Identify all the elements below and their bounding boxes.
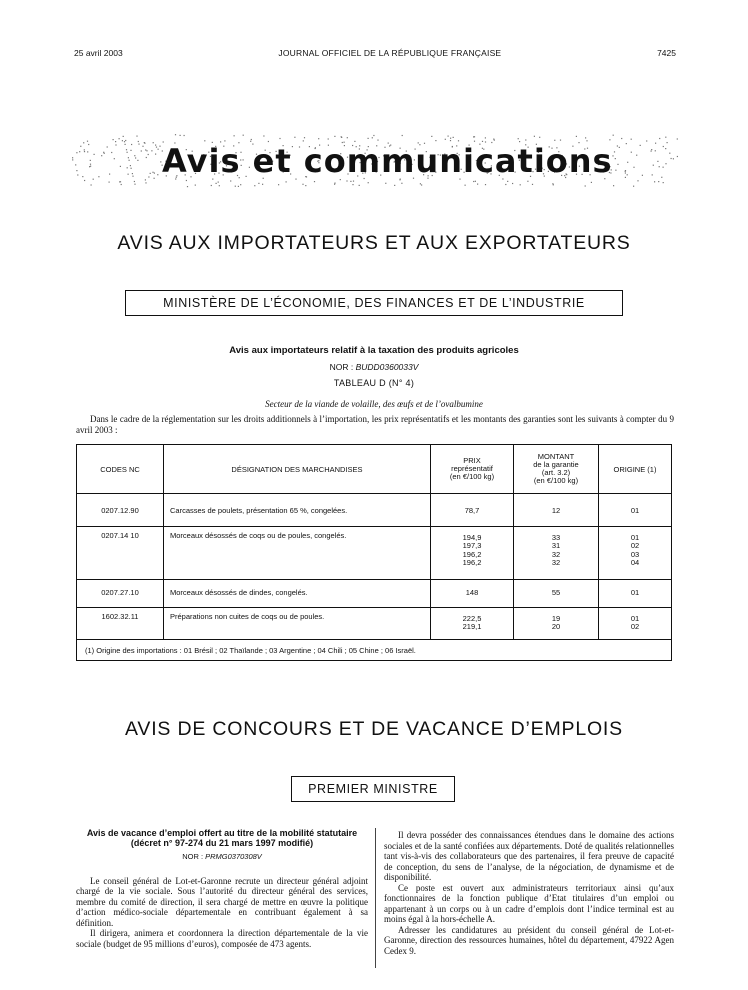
cell-montant: [514, 494, 598, 515]
nor-line: [0, 362, 748, 372]
prix-value: 196,2: [462, 549, 482, 559]
table-note-row: [77, 640, 672, 661]
vacance-nor-label: NOR :: [182, 852, 206, 861]
intro-paragraph: Dans le cadre de la réglementation sur les droits additionnels à l’importation, les prix représentatifs et les montants des garanties sont les suivants à compter du 9 avril 2003 :: [76, 414, 674, 435]
prix-value: 222,5: [462, 614, 482, 623]
cell-prix: [431, 580, 513, 597]
col-header-mont-l4: (en €/100 kg): [533, 476, 579, 485]
avis-banner: [72, 132, 682, 188]
left-column: [76, 828, 368, 949]
col-header-mont-l2: de la garantie: [533, 460, 579, 469]
cell-origine: [599, 608, 671, 632]
cell-code: 0207.27.10: [101, 588, 139, 597]
origine-value: 02: [630, 622, 640, 632]
cell-code: 0207.14 10: [101, 531, 139, 540]
cell-montant: [514, 580, 598, 597]
origine-value: 04: [630, 558, 640, 568]
montant-value: 32: [551, 558, 561, 568]
origine-value: 01: [630, 506, 640, 515]
header-page-number: 7425: [657, 48, 676, 58]
col-header-prix: [431, 445, 514, 494]
vacance-nor-code: PRMG0370308V: [205, 852, 262, 861]
prix-value: 197,3: [462, 541, 482, 551]
cell-code: 1602.32.11: [101, 612, 139, 621]
prix-value: 196,2: [462, 558, 482, 568]
banner-title: Avis et communications: [162, 142, 613, 180]
header-journal-title: JOURNAL OFFICIEL DE LA RÉPUBLIQUE FRANÇAISE: [278, 48, 502, 58]
montant-value: 31: [551, 541, 561, 551]
section-title-importateurs: AVIS AUX IMPORTATEURS ET AUX EXPORTATEURS: [117, 232, 631, 254]
table-footnote: (1) Origine des importations : 01 Brésil ; 02 Thaïlande ; 03 Argentine ; 04 Chili ; 05 Chine ; 06 Israël.: [77, 640, 672, 661]
montant-value: 33: [551, 533, 561, 542]
secteur-line: Secteur de la viande de volaille, des œufs et de l’ovalbumine: [265, 399, 483, 409]
montant-value: 32: [551, 549, 561, 559]
tableau-label: TABLEAU D (N° 4): [333, 378, 415, 388]
right-paragraph: Il devra posséder des connaissances étendues dans le domaine des actions sociales et de la santé confiées aux départements. Doté de qualités relationnelles tant vis-à-vis des collaborateurs que des partenaires, il fera preuve de capacité de conception, du sens de l’analyse, de la négociation, de dynamisme et de disponibilité.: [384, 830, 674, 882]
table-row: [77, 527, 672, 580]
vacance-nor-line: [76, 852, 368, 863]
cell-montant: [514, 527, 598, 568]
cell-designation: Carcasses de poulets, présentation 65 %, congelées.: [170, 506, 348, 515]
col-header-prix-l3: (en €/100 kg): [449, 472, 495, 481]
cell-designation: Préparations non cuites de coqs ou de poules.: [170, 612, 325, 621]
montant-value: 55: [551, 588, 561, 597]
left-paragraph: Il dirigera, animera et coordonnera la direction départementale de la vie sociale (budget de 95 millions d’euros), composée de 473 agents.: [76, 928, 368, 949]
cell-designation: Morceaux désossés de dindes, congelés.: [170, 588, 308, 597]
cell-origine: [599, 494, 671, 515]
col-header-codes: CODES NC: [77, 445, 164, 494]
page-header: [74, 48, 676, 58]
prix-value: 78,7: [464, 506, 480, 515]
col-header-prix-l1: PRIX: [463, 456, 481, 465]
cell-code: 0207.12.90: [101, 506, 139, 515]
col-header-mont-l1: MONTANT: [537, 452, 575, 461]
prix-value: 194,9: [462, 533, 482, 542]
origine-value: 01: [630, 614, 640, 623]
montant-value: 20: [551, 622, 561, 632]
left-paragraph: Le conseil général de Lot-et-Garonne recrute un directeur général adjoint chargé de la vie sociale. Sous l’autorité du directeur général des services, membre du comité de direction, il sera chargé de mettre en œuvre la politique d’action médico-sociale départementale en contribuant également à sa définition.: [76, 875, 368, 928]
right-column: [384, 830, 674, 956]
cell-origine: [599, 527, 671, 568]
cell-designation: Morceaux désossés de coqs ou de poules, congelés.: [170, 531, 347, 540]
vacance-avis-title: Avis de vacance d’emploi offert au titre de la mobilité statutaire (décret n° 97-274 du 21 mars 1997 modifié): [86, 828, 358, 848]
table-row: [77, 494, 672, 527]
nor-label: NOR :: [329, 362, 356, 372]
cell-prix: [431, 494, 513, 515]
col-header-prix-l2: représentatif: [451, 464, 493, 473]
cell-montant: [514, 608, 598, 632]
tarif-table: [76, 444, 672, 661]
prix-value: 148: [465, 588, 479, 597]
montant-value: 12: [551, 506, 561, 515]
avis-title-taxation: Avis aux importateurs relatif à la taxation des produits agricoles: [229, 345, 519, 356]
right-paragraph: Ce poste est ouvert aux administrateurs territoriaux ainsi qu’aux fonctionnaires de la fonction publique d’Etat titulaires d’un emploi ou appartenant à un corps ou à un cadre d’emplois dont l’indice terminal est au moins égal à la hors-échelle A.: [384, 882, 674, 924]
section-title-concours: AVIS DE CONCOURS ET DE VACANCE D’EMPLOIS: [125, 718, 623, 740]
col-header-designation: DÉSIGNATION DES MARCHANDISES: [164, 445, 431, 494]
origine-value: 01: [630, 588, 640, 597]
origine-value: 01: [630, 533, 640, 542]
right-paragraph: Adresser les candidatures au président du conseil général de Lot-et-Garonne, direction des ressources humaines, hôtel du département, 47922 Agen Cedex 9.: [384, 924, 674, 956]
origine-value: 02: [630, 541, 640, 551]
table-row: [77, 580, 672, 608]
column-divider: [375, 828, 376, 968]
col-header-origine: ORIGINE (1): [599, 445, 672, 494]
nor-code: BUDD0360033V: [355, 362, 419, 372]
cell-prix: [431, 527, 513, 568]
ministry-box-premier-ministre: PREMIER MINISTRE: [291, 776, 455, 802]
table-row: [77, 608, 672, 640]
col-header-montant: [514, 445, 599, 494]
cell-prix: [431, 608, 513, 632]
origine-value: 03: [630, 549, 640, 559]
cell-origine: [599, 580, 671, 597]
ministry-box-economie: MINISTÈRE DE L’ÉCONOMIE, DES FINANCES ET DE L’INDUSTRIE: [125, 290, 623, 316]
col-header-mont-l3: (art. 3.2): [541, 468, 571, 477]
montant-value: 19: [551, 614, 561, 623]
prix-value: 219,1: [462, 622, 482, 632]
header-date: 25 avril 2003: [74, 48, 123, 58]
table-header-row: [77, 445, 672, 494]
